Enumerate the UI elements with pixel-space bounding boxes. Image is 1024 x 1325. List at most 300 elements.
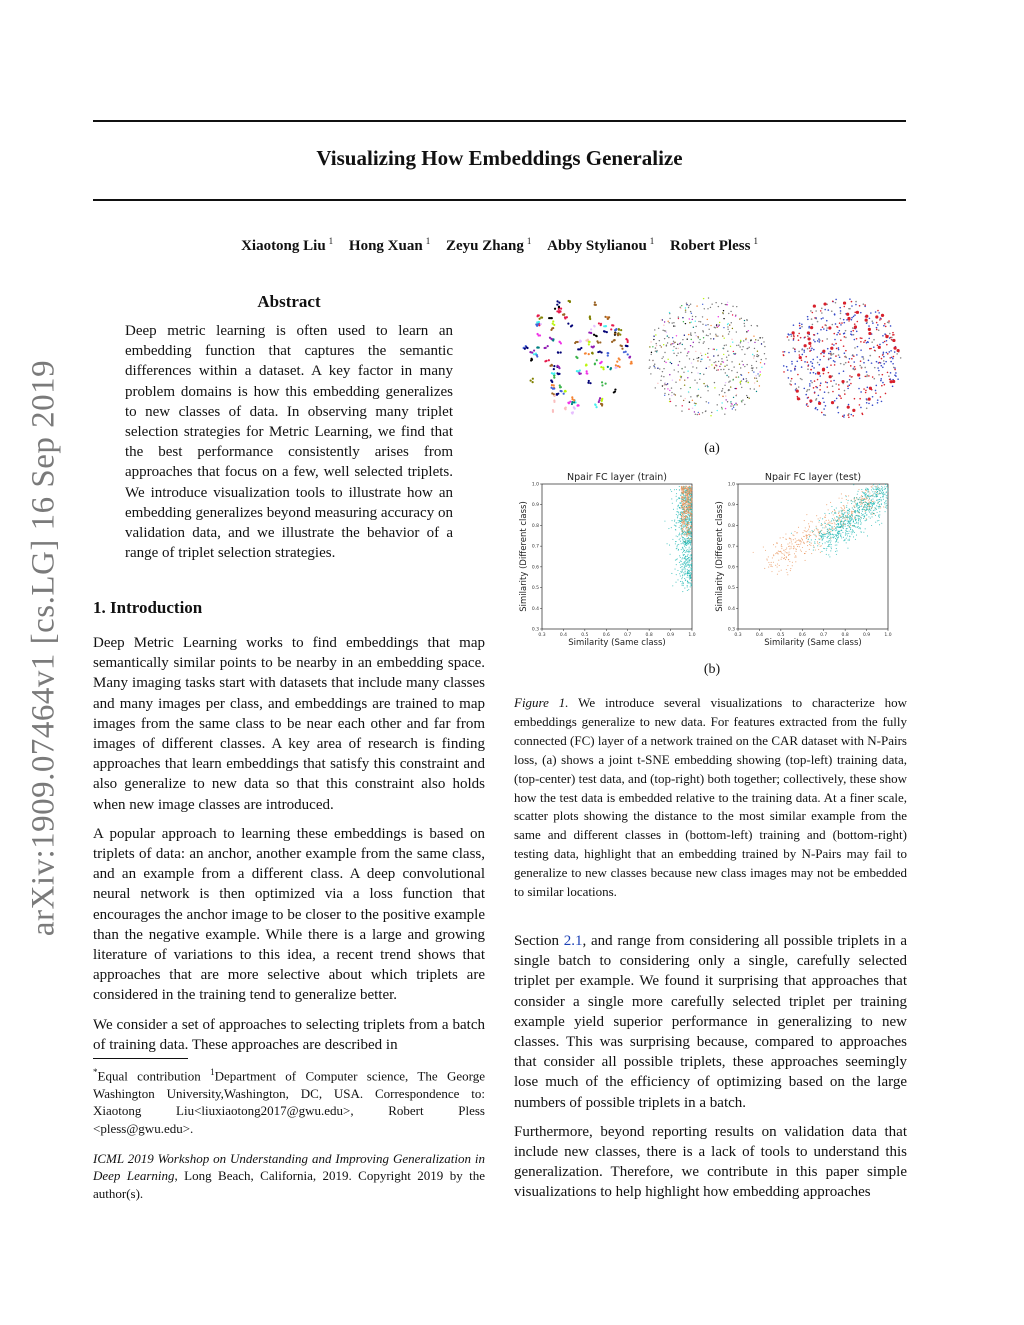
tsne-point	[764, 363, 765, 364]
tsne-point	[650, 341, 651, 342]
tsne-point	[890, 350, 892, 352]
scatter-point	[849, 531, 850, 532]
scatter-point	[865, 495, 866, 496]
tsne-point	[589, 382, 591, 384]
scatter-point	[823, 548, 824, 549]
tsne-point	[630, 361, 632, 363]
tsne-point	[864, 367, 866, 369]
scatter-point	[852, 530, 853, 531]
scatter-point	[881, 492, 882, 493]
tsne-point	[877, 324, 879, 326]
scatter-point	[810, 531, 811, 532]
scatter-point	[839, 517, 840, 518]
tsne-point	[684, 366, 685, 367]
scatter-point	[834, 518, 835, 519]
tsne-point	[754, 348, 755, 349]
tsne-point	[560, 351, 562, 353]
scatter-point	[772, 566, 773, 567]
scatter-point	[878, 499, 879, 500]
tsne-point	[838, 394, 840, 396]
scatter-point	[689, 528, 690, 529]
scatter-point	[677, 570, 678, 571]
tsne-point	[683, 372, 684, 373]
tsne-point	[588, 343, 590, 345]
tsne-point	[848, 404, 850, 406]
tsne-point	[701, 355, 702, 356]
scatter-point	[885, 488, 886, 489]
tsne-point	[662, 385, 663, 386]
tsne-point	[560, 342, 562, 344]
tsne-point	[784, 351, 786, 353]
section-link[interactable]: 2.1	[563, 933, 583, 949]
top-rule	[93, 120, 906, 122]
scatter-point	[682, 528, 683, 529]
scatter-point	[689, 570, 690, 571]
tsne-point	[871, 362, 873, 364]
scatter-point	[763, 546, 764, 547]
tsne-point	[672, 343, 673, 344]
scatter-point	[828, 542, 829, 543]
tsne-point	[718, 316, 719, 317]
scatter-point	[679, 539, 680, 540]
tsne-point	[736, 331, 737, 332]
tsne-point	[729, 331, 730, 332]
tsne-point	[700, 361, 701, 362]
tsne-point	[675, 382, 676, 383]
tsne-point	[876, 329, 878, 331]
tsne-point	[809, 385, 811, 387]
tsne-point	[851, 319, 853, 321]
scatter-point	[787, 565, 788, 566]
x-tick-label: 0.9	[666, 633, 675, 638]
scatter-point	[849, 527, 850, 528]
tsne-point	[735, 314, 736, 315]
tsne-point	[852, 415, 854, 417]
scatter-point	[869, 496, 870, 497]
scatter-point	[687, 522, 688, 523]
scatter-point	[688, 514, 689, 515]
tsne-point	[830, 347, 833, 350]
tsne-point	[698, 342, 699, 343]
tsne-point	[679, 361, 680, 362]
scatter-point	[879, 499, 880, 500]
tsne-point	[667, 383, 668, 384]
tsne-point	[691, 362, 692, 363]
scatter-point	[810, 545, 811, 546]
tsne-point	[801, 349, 803, 351]
scatter-point	[672, 539, 673, 540]
tsne-point	[723, 361, 724, 362]
scatter-point	[886, 505, 887, 506]
tsne-point	[744, 323, 745, 324]
tsne-point	[791, 361, 793, 363]
scatter-point	[682, 494, 683, 495]
tsne-point	[716, 370, 717, 371]
scatter-point	[683, 527, 684, 528]
scatter-point	[874, 493, 875, 494]
tsne-point	[568, 300, 570, 302]
tsne-point	[797, 335, 799, 337]
scatter-point	[847, 540, 848, 541]
scatter-point	[866, 489, 867, 490]
scatter-point	[877, 496, 878, 497]
scatter-point	[879, 484, 880, 485]
tsne-point	[851, 334, 853, 336]
scatter-point	[826, 524, 827, 525]
tsne-point	[617, 365, 619, 367]
scatter-point	[841, 520, 842, 521]
tsne-point	[803, 351, 805, 353]
scatter-point	[849, 517, 850, 518]
tsne-point	[625, 338, 627, 340]
tsne-point	[866, 407, 868, 409]
tsne-point	[707, 324, 708, 325]
scatter-point	[773, 562, 774, 563]
tsne-point	[655, 387, 656, 388]
scatter-point	[855, 519, 856, 520]
tsne-point	[868, 403, 870, 405]
scatter-point	[793, 548, 794, 549]
tsne-point	[894, 351, 896, 353]
tsne-point	[795, 366, 797, 368]
tsne-point	[545, 347, 547, 349]
tsne-point	[680, 307, 681, 308]
tsne-point	[823, 414, 825, 416]
tsne-point	[832, 300, 834, 302]
tsne-point	[854, 311, 856, 313]
tsne-point	[744, 354, 745, 355]
tsne-point	[716, 327, 717, 328]
scatter-point	[690, 543, 691, 544]
tsne-point	[683, 321, 684, 322]
tsne-point	[734, 404, 735, 405]
tsne-point	[815, 407, 817, 409]
scatter-point	[807, 530, 808, 531]
scatter-point	[684, 518, 685, 519]
tsne-point	[832, 324, 834, 326]
tsne-point	[762, 337, 763, 338]
scatter-point	[860, 519, 861, 520]
tsne-point	[690, 396, 691, 397]
tsne-point	[678, 371, 679, 372]
scatter-point	[784, 555, 785, 556]
scatter-point	[842, 532, 843, 533]
tsne-point	[883, 363, 885, 365]
tsne-point	[872, 376, 874, 378]
tsne-point	[828, 372, 830, 374]
scatter-point	[781, 548, 782, 549]
tsne-point	[743, 340, 744, 341]
scatter-point	[839, 519, 840, 520]
tsne-point	[551, 338, 553, 340]
arxiv-id[interactable]: arXiv:1909.07464v1 [cs.LG] 16 Sep 2019	[25, 359, 62, 937]
scatter-point	[813, 531, 814, 532]
tsne-point	[819, 385, 821, 387]
tsne-point	[671, 395, 672, 396]
scatter-point	[664, 521, 665, 522]
tsne-point	[826, 329, 828, 331]
tsne-point	[715, 302, 716, 303]
scatter-point	[768, 562, 769, 563]
tsne-point	[854, 325, 857, 328]
tsne-point	[652, 360, 653, 361]
tsne-point	[682, 344, 683, 345]
tsne-point	[860, 391, 862, 393]
tsne-point	[746, 364, 747, 365]
tsne-point	[808, 389, 810, 391]
tsne-point	[875, 392, 877, 394]
tsne-point	[859, 365, 861, 367]
scatter-point	[770, 566, 771, 567]
scatter-point	[861, 503, 862, 504]
tsne-point	[756, 391, 757, 392]
tsne-point	[579, 341, 581, 343]
tsne-point	[763, 341, 764, 342]
scatter-point	[683, 495, 684, 496]
scatter-point	[679, 555, 680, 556]
tsne-point	[837, 407, 839, 409]
scatter-point	[871, 486, 872, 487]
scatter-point	[690, 578, 691, 579]
scatter-point	[682, 529, 683, 530]
tsne-point	[601, 399, 603, 401]
scatter-point	[834, 522, 835, 523]
scatter-point	[680, 495, 681, 496]
scatter-point	[865, 502, 866, 503]
scatter-point	[813, 534, 814, 535]
scatter-point	[873, 484, 874, 485]
scatter-point	[689, 486, 690, 487]
scatter-point	[866, 505, 867, 506]
tsne-point	[536, 325, 538, 327]
tsne-point	[684, 348, 685, 349]
scatter-point	[671, 573, 672, 574]
tsne-point	[736, 404, 737, 405]
scatter-point	[676, 500, 677, 501]
scatter-point	[684, 520, 685, 521]
tsne-point	[851, 305, 853, 307]
tsne-point	[822, 350, 825, 353]
scatter-point	[858, 518, 859, 519]
tsne-point	[688, 307, 689, 308]
scatter-point	[883, 506, 884, 507]
tsne-point	[794, 383, 796, 385]
scatter-point	[873, 501, 874, 502]
scatter-point	[856, 498, 857, 499]
scatter-point	[858, 528, 859, 529]
scatter-point	[849, 539, 850, 540]
scatter-point	[834, 513, 835, 514]
scatter-point	[679, 486, 680, 487]
tsne-point	[726, 365, 727, 366]
scatter-point	[840, 523, 841, 524]
scatter-point	[867, 506, 868, 507]
tsne-point	[553, 401, 555, 403]
scatter-point	[689, 561, 690, 562]
scatter-point	[681, 561, 682, 562]
scatter-point	[835, 513, 836, 514]
tsne-point	[680, 376, 681, 377]
tsne-point	[863, 341, 865, 343]
scatter-point	[836, 528, 837, 529]
scatter-point	[686, 545, 687, 546]
scatter-point	[823, 536, 824, 537]
tsne-point	[673, 346, 674, 347]
scatter-point	[829, 525, 830, 526]
tsne-point	[843, 364, 845, 366]
scatter-point	[687, 572, 688, 573]
tsne-point	[752, 354, 753, 355]
scatter-point	[765, 550, 766, 551]
scatter-point	[802, 539, 803, 540]
tsne-point	[563, 393, 565, 395]
scatter-point	[869, 512, 870, 513]
tsne-point	[608, 316, 610, 318]
scatter-point	[830, 534, 831, 535]
scatter-point	[687, 564, 688, 565]
scatter-point	[852, 501, 853, 502]
scatter-point	[684, 567, 685, 568]
tsne-point	[590, 332, 592, 334]
tsne-point	[880, 378, 882, 380]
tsne-point	[715, 361, 716, 362]
scatter-point	[689, 495, 690, 496]
tsne-point	[889, 380, 892, 383]
tsne-point	[819, 364, 821, 366]
tsne-point	[698, 412, 699, 413]
scatter-point	[829, 535, 830, 536]
tsne-point	[697, 360, 698, 361]
scatter-point	[836, 540, 837, 541]
tsne-point	[843, 333, 845, 335]
scatter-point	[682, 581, 683, 582]
scatter-point	[691, 573, 692, 574]
scatter-point	[683, 491, 684, 492]
tsne-point	[875, 311, 877, 313]
tsne-point	[722, 335, 723, 336]
tsne-point	[726, 344, 727, 345]
scatter-point	[819, 542, 820, 543]
tsne-point	[837, 326, 839, 328]
scatter-point	[846, 496, 847, 497]
tsne-point	[881, 365, 883, 367]
scatter-point	[790, 568, 791, 569]
scatter-point	[880, 507, 881, 508]
tsne-point	[818, 395, 820, 397]
tsne-point	[553, 324, 555, 326]
scatter-point	[876, 492, 877, 493]
scatter-point	[676, 493, 677, 494]
scatter-point	[683, 563, 684, 564]
scatter-point	[829, 556, 830, 557]
scatter-point	[837, 517, 838, 518]
tsne-point	[852, 409, 855, 412]
tsne-point	[814, 341, 816, 343]
tsne-point	[893, 367, 895, 369]
tsne-point	[821, 308, 823, 310]
scatter-point	[842, 510, 843, 511]
scatter-point	[828, 532, 829, 533]
scatter-point	[866, 499, 867, 500]
scatter-point	[821, 525, 822, 526]
tsne-point	[688, 351, 689, 352]
scatter-point	[690, 534, 691, 535]
tsne-point	[610, 367, 612, 369]
tsne-point	[831, 310, 833, 312]
tsne-point	[530, 359, 532, 361]
tsne-point	[826, 366, 828, 368]
tsne-point	[868, 375, 870, 377]
scatter-point	[819, 539, 820, 540]
scatter-point	[681, 488, 682, 489]
tsne-point	[800, 337, 802, 339]
tsne-point	[713, 355, 714, 356]
tsne-point	[703, 298, 704, 299]
scatter-point	[858, 511, 859, 512]
intro-paragraph-2: A popular approach to learning these embeddings is based on triplets of data: an anchor, another example from the same class, and an example from a different class. A deep convolutional neural network is then optimized via a loss function that encourages the anchor image to be closer to the positive example than the negative example. While there is a large and growing literature of variations to this idea, a recent trend shows that approaches that are more selective about which triplets are considered in the training tend to generalize better.	[93, 825, 485, 1004]
scatter-point	[781, 570, 782, 571]
scatter-point	[687, 586, 688, 587]
scatter-point	[828, 530, 829, 531]
tsne-point	[849, 298, 851, 300]
tsne-point	[754, 342, 755, 343]
scatter-point	[851, 512, 852, 513]
scatter-point	[674, 489, 675, 490]
scatter-point	[682, 505, 683, 506]
tsne-point	[882, 354, 884, 356]
scatter-point	[691, 486, 692, 487]
tsne-point	[889, 379, 891, 381]
scatter-point	[682, 577, 683, 578]
scatter-point	[807, 545, 808, 546]
tsne-point	[694, 405, 695, 406]
scatter-point	[843, 528, 844, 529]
tsne-point	[807, 389, 809, 391]
scatter-point	[821, 535, 822, 536]
tsne-point	[828, 326, 831, 329]
scatter-point	[806, 535, 807, 536]
tsne-point	[650, 373, 651, 374]
tsne-point	[693, 327, 694, 328]
tsne-point	[598, 399, 600, 401]
scatter-point	[668, 528, 669, 529]
scatter-point	[852, 529, 853, 530]
tsne-point	[893, 347, 896, 350]
tsne-point	[616, 361, 618, 363]
scatter-point	[872, 485, 873, 486]
tsne-point	[597, 342, 599, 344]
scatter-point	[691, 565, 692, 566]
scatter-point	[857, 494, 858, 495]
tsne-point	[783, 354, 785, 356]
scatter-point	[690, 526, 691, 527]
scatter-point	[866, 514, 867, 515]
tsne-point	[728, 313, 729, 314]
tsne-point	[676, 335, 677, 336]
tsne-point	[673, 341, 674, 342]
scatter-point	[824, 536, 825, 537]
scatter-point	[867, 535, 868, 536]
scatter-point	[682, 501, 683, 502]
scatter-point	[685, 517, 686, 518]
tsne-point	[532, 381, 534, 383]
tsne-point	[553, 395, 555, 397]
y-axis-label: Similarity (Different class)	[519, 501, 529, 612]
tsne-point	[614, 332, 616, 334]
tsne-point	[690, 334, 691, 335]
scatter-point	[880, 506, 881, 507]
tsne-point	[890, 361, 892, 363]
